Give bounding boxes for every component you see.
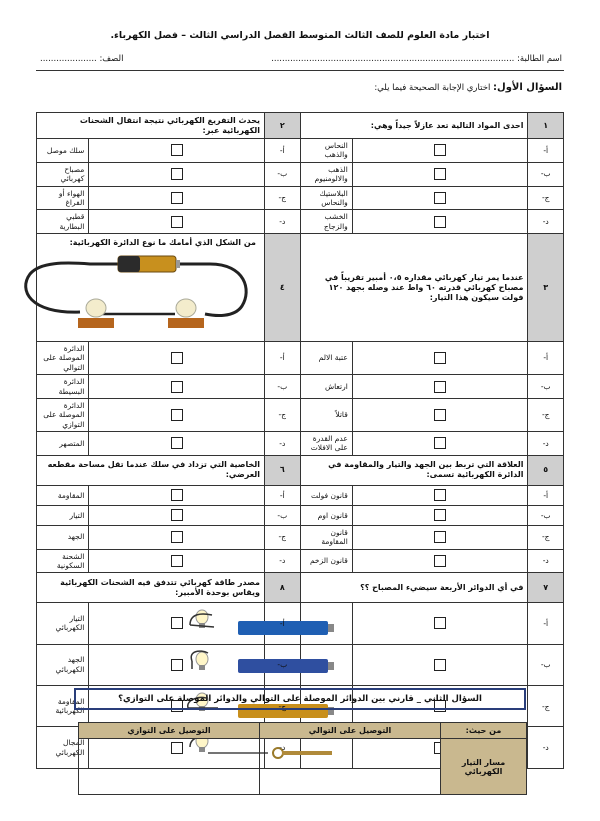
option-checkbox[interactable] [89,375,265,399]
question-row [37,573,564,603]
option-label: الهواء أو الفراغ [37,186,89,210]
circuit-option-icon [178,647,348,681]
option-label: سلك موصل [37,139,89,163]
option-label: المقاومة الكهربائية [37,686,89,727]
question-row [37,455,564,485]
option-letter: ب- [264,644,300,685]
question-text: عندما يمر تيار كهربائي مقداره ٠،٥ أمبير تقريباً في مصباح كهربائي قدرته ٦٠ واط عند وصله بجهد ١٢٠ فولت سيكون هذا التيار: [300,234,528,342]
option-label: الدائرة الموصلة على التوالي [37,342,89,375]
option-row [37,505,564,525]
option-checkbox[interactable] [89,342,265,375]
option-letter: ج- [528,686,564,727]
question-number: ٣ [528,234,564,342]
question-number: ٥ [528,455,564,485]
series-answer-cell[interactable] [260,739,441,795]
option-checkbox[interactable] [89,162,265,186]
option-label: الجهد [37,525,89,549]
question-text [37,234,265,342]
option-checkbox[interactable] [89,505,265,525]
option-checkbox[interactable] [352,375,528,399]
option-letter: أ- [528,342,564,375]
option-checkbox[interactable] [352,210,528,234]
option-figure [300,644,352,685]
option-label: الذهب والالومنيوم [300,162,352,186]
option-checkbox[interactable] [352,342,528,375]
question-text: في أي الدوائر الأربعة سيضيء المصباح ؟؟ [300,573,528,603]
exam-title: اختبار مادة العلوم للصف الثالث المتوسط الفصل الدراسي الثالث – فصل الكهرباء. [110,30,490,41]
question-row [37,234,564,342]
option-row [37,485,564,505]
option-checkbox[interactable] [352,162,528,186]
option-letter: أ- [528,603,564,644]
option-checkbox[interactable] [352,505,528,525]
option-letter: أ- [528,139,564,163]
question1-heading [374,82,562,93]
option-row [37,644,564,685]
parallel-circuit-icon [10,250,260,336]
comparison-header-row [79,723,527,739]
option-letter: ج- [264,686,300,727]
option-label: قانون فولت [300,485,352,505]
option-letter: ج- [528,398,564,431]
option-label: المقاومة [37,485,89,505]
question-text: العلاقة التي تربط بين الجهد والتيار والمقاومة في الدائرة الكهربائية تسمى: [300,455,528,485]
option-letter: ب- [528,505,564,525]
question-number: ٨ [264,573,300,603]
option-letter: أ- [264,485,300,505]
option-row [37,210,564,234]
option-row [37,342,564,375]
option-letter: د- [528,432,564,456]
option-letter: ب- [264,162,300,186]
question-number: ٧ [528,573,564,603]
option-checkbox[interactable] [352,603,528,644]
student-name-field[interactable]: اسم الطالبة: .......................................................................................... [271,54,562,64]
option-label: عدم القدرة على الافلات [300,432,352,456]
option-label: التيار [37,505,89,525]
option-checkbox[interactable] [89,432,265,456]
option-label: مصباح كهربائي [37,162,89,186]
option-label: قانون الزخم [300,549,352,573]
option-letter: ب- [528,644,564,685]
option-letter: د- [264,549,300,573]
question-number: ٦ [264,455,300,485]
current-path-label: مسار التيار الكهربائي [441,739,527,795]
comparison-table [78,722,527,795]
circuit-option-icon [178,605,348,639]
option-letter: ج- [528,525,564,549]
option-letter: ج- [264,525,300,549]
option-checkbox[interactable] [89,485,265,505]
option-label: عتبة الالم [300,342,352,375]
criteria-header: من حيث: [441,723,527,739]
option-checkbox[interactable] [89,139,265,163]
option-label: الدائرة البسيطة [37,375,89,399]
question-number: ١ [528,113,564,139]
question-row [37,113,564,139]
option-checkbox[interactable] [89,525,265,549]
option-letter: ب- [528,162,564,186]
option-letter: أ- [264,342,300,375]
option-label: قطبي البطارية [37,210,89,234]
question-text: مصدر طاقة كهربائي تتدفق فيه الشحنات الكهربائية ويقاس بوحدة الأمبير: [37,573,265,603]
option-letter: ج- [264,398,300,431]
question-text: يحدث التفريغ الكهربائي نتيجة انتقال الشحنات الكهربائية عبر: [37,113,265,139]
series-header: التوصيل على التوالي [260,723,441,739]
circuit-figure [41,250,260,339]
class-field[interactable]: الصف: ..................... [40,54,124,64]
option-figure [300,603,352,644]
option-row [37,375,564,399]
option-letter: ج- [264,186,300,210]
option-label: الخشب والزجاج [300,210,352,234]
option-letter: د- [264,727,300,768]
option-label: المجال الكهربائي [37,727,89,768]
option-letter: أ- [264,139,300,163]
option-label: قاتلاً [300,398,352,431]
question2-title: السؤال الثاني _ قارني بين الدوائر الموصلة على التوالي والدوائر الموصلة على التوازي؟ [74,688,526,710]
student-info [40,54,562,64]
question-number: ٤ [264,234,300,342]
option-row [37,139,564,163]
question1-title: السؤال الأول: [493,82,562,93]
option-row [37,525,564,549]
option-checkbox[interactable] [89,210,265,234]
option-letter: د- [528,727,564,768]
option-checkbox[interactable] [89,398,265,431]
option-letter: د- [528,549,564,573]
option-checkbox[interactable] [352,525,528,549]
option-label: الجهد الكهربائي [37,644,89,685]
option-row [37,603,564,644]
option-checkbox[interactable] [89,549,265,573]
option-label: الدائرة الموصلة على التوازي [37,398,89,431]
divider [36,70,564,71]
question-text-label: من الشكل الذي أمامك ما نوع الدائرة الكهربائية: [69,238,256,247]
option-letter: ج- [528,186,564,210]
parallel-header: التوصيل على التوازي [79,723,260,739]
option-row [37,186,564,210]
option-checkbox[interactable] [352,139,528,163]
option-row [37,432,564,456]
option-checkbox[interactable] [352,432,528,456]
question-text: الخاصية التي تزداد في سلك عندما تقل مساحة مقطعه العرضي: [37,455,265,485]
option-letter: ب- [528,375,564,399]
question1-instruction: اختاري الإجابة الصحيحة فيما يلي: [374,83,491,93]
option-label: الشحنة السكونية [37,549,89,573]
question-number: ٢ [264,113,300,139]
mcq-table [36,112,564,769]
option-letter: أ- [264,603,300,644]
option-label: ارتعاش [300,375,352,399]
option-label: النحاس والذهب [300,139,352,163]
option-letter: د- [264,210,300,234]
option-row [37,549,564,573]
option-checkbox[interactable] [352,644,528,685]
option-checkbox[interactable] [89,186,265,210]
option-row [37,398,564,431]
option-row [37,162,564,186]
option-label: البلاستيك والنحاس [300,186,352,210]
option-label: قانون اوم [300,505,352,525]
option-letter: د- [528,210,564,234]
option-label: قانون المقاومة [300,525,352,549]
option-letter: ب- [264,375,300,399]
option-letter: أ- [528,485,564,505]
parallel-answer-cell[interactable] [79,739,260,795]
option-letter: ب- [264,505,300,525]
option-label: التيار الكهربائي [37,603,89,644]
option-letter: د- [264,432,300,456]
option-checkbox[interactable] [352,549,528,573]
option-checkbox[interactable] [352,398,528,431]
option-label: المتصهر [37,432,89,456]
option-checkbox[interactable] [352,485,528,505]
option-checkbox[interactable] [352,186,528,210]
question-text: احدى المواد التالية تعد عازلاً جيداً وهي: [300,113,528,139]
comparison-row [79,739,527,795]
